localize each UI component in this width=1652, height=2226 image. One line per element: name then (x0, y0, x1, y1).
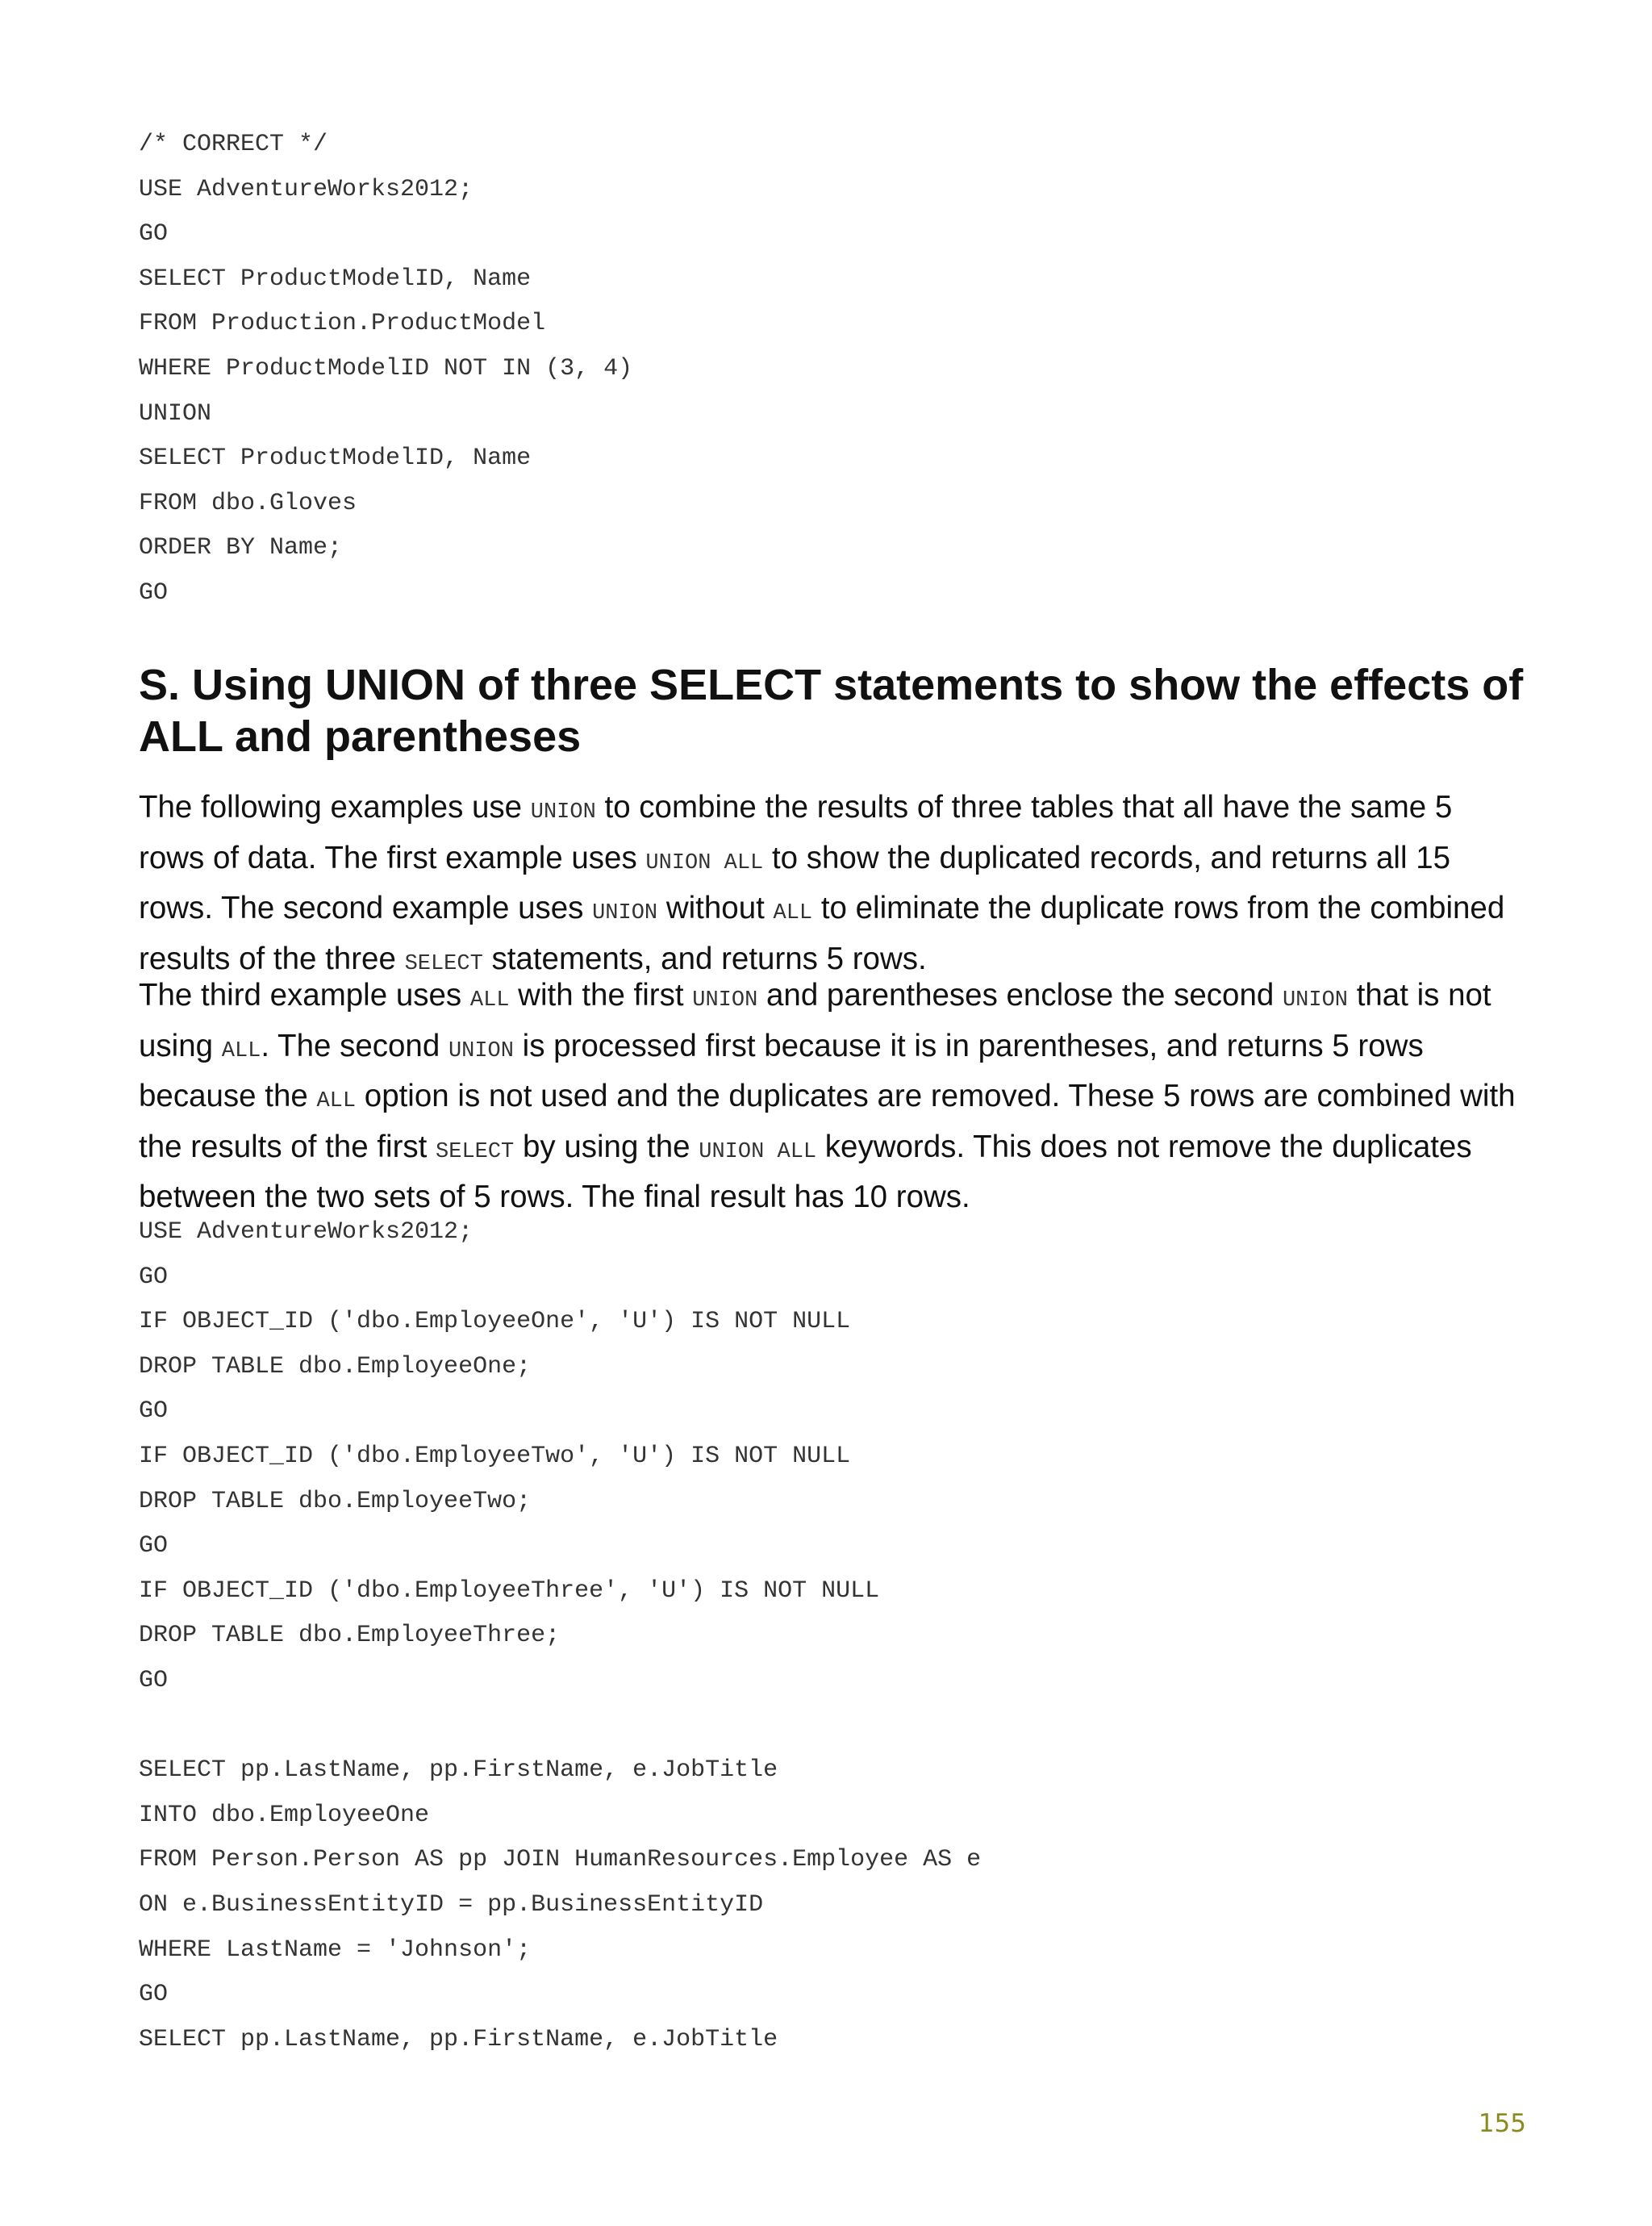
code-line: ON e.BusinessEntityID = pp.BusinessEntityID (139, 1890, 764, 1919)
paragraph-text: by using the (514, 1129, 699, 1164)
inline-code-keyword: UNION ALL (699, 1139, 817, 1164)
paragraph-text: to show the duplicated records, and returns all 15 rows. The second example uses (139, 840, 1451, 925)
code-line: SELECT ProductModelID, Name (139, 445, 532, 473)
code-line: DROP TABLE dbo.EmployeeOne; (139, 1352, 532, 1380)
paragraph-text: and parentheses enclose the second (757, 978, 1283, 1013)
code-line: GO (139, 1263, 169, 1291)
paragraph-text: The following examples use (139, 790, 531, 825)
code-line: INTO dbo.EmployeeOne (139, 1801, 430, 1829)
inline-code-keyword: ALL (773, 901, 813, 925)
document-page (139, 0, 1526, 2226)
paragraph-text: to combine the results of three tables that all have the same 5 rows of data. The first example uses (139, 790, 1453, 875)
code-line: SELECT pp.LastName, pp.FirstName, e.JobTitle (139, 2025, 778, 2053)
code-line: SELECT ProductModelID, Name (139, 265, 532, 293)
paragraph-text: without (657, 891, 774, 925)
code-block-employee-tables (139, 1210, 981, 2062)
code-line: ORDER BY Name; (139, 534, 343, 562)
inline-code-keyword: ALL (221, 1038, 261, 1063)
inline-code-keyword: UNION (1282, 988, 1348, 1013)
paragraph-text: statements, and returns 5 rows. (482, 941, 927, 976)
code-line: IF OBJECT_ID ('dbo.EmployeeOne', 'U') IS NOT NULL (139, 1308, 851, 1336)
code-line: USE AdventureWorks2012; (139, 175, 473, 203)
code-line: GO (139, 220, 169, 248)
paragraph-union-examples (139, 785, 1526, 987)
paragraph-text: with the first (509, 978, 693, 1013)
paragraph-text: . The second (261, 1028, 448, 1063)
code-line: FROM dbo.Gloves (139, 489, 357, 517)
code-line: DROP TABLE dbo.EmployeeTwo; (139, 1487, 532, 1515)
code-line: DROP TABLE dbo.EmployeeThree; (139, 1622, 561, 1650)
code-line: USE AdventureWorks2012; (139, 1218, 473, 1246)
code-line (139, 1704, 981, 1749)
paragraph-text: that is not using (139, 978, 1491, 1063)
code-line: /* CORRECT */ (139, 131, 328, 158)
code-line: GO (139, 578, 169, 607)
paragraph-text: option is not used and the duplicates are removed. These 5 rows are combined with the results of the first (139, 1079, 1516, 1164)
code-line: UNION (139, 399, 212, 428)
code-line: IF OBJECT_ID ('dbo.EmployeeThree', 'U') IS NOT NULL (139, 1577, 880, 1605)
section-heading: S. Using UNION of three SELECT statements to show the effects of ALL and parentheses (139, 661, 1524, 761)
code-line: WHERE ProductModelID NOT IN (3, 4) (139, 354, 633, 382)
code-line: GO (139, 1981, 169, 2009)
inline-code-keyword: SELECT (436, 1139, 515, 1164)
code-line: WHERE LastName = 'Johnson'; (139, 1936, 532, 1964)
paragraph-text: is processed first because it is in parentheses, and returns 5 rows because the (139, 1028, 1424, 1113)
paragraph-text: keywords. This does not remove the duplicates between the two sets of 5 rows. The final result has 10 rows. (139, 1129, 1472, 1214)
inline-code-keyword: UNION (530, 800, 596, 825)
page-number: 155 (1478, 2109, 1526, 2138)
inline-code-keyword: UNION (692, 988, 758, 1013)
inline-code-keyword: UNION ALL (645, 850, 764, 875)
inline-code-keyword: UNION (448, 1038, 514, 1063)
paragraph-text: to eliminate the duplicate rows from the combined results of the three (139, 891, 1505, 976)
code-line: GO (139, 1397, 169, 1426)
code-line: FROM Production.ProductModel (139, 310, 546, 338)
paragraph-text: The third example uses (139, 978, 470, 1013)
code-line: SELECT pp.LastName, pp.FirstName, e.JobTitle (139, 1756, 778, 1785)
inline-code-keyword: ALL (316, 1089, 357, 1113)
code-line: FROM Person.Person AS pp JOIN HumanResources.Employee AS e (139, 1846, 982, 1874)
inline-code-keyword: ALL (469, 988, 510, 1013)
paragraph-third-example (139, 973, 1526, 1220)
code-block-correct-union (139, 123, 632, 616)
code-line: GO (139, 1532, 169, 1560)
inline-code-keyword: UNION (592, 901, 658, 925)
code-line: IF OBJECT_ID ('dbo.EmployeeTwo', 'U') IS NOT NULL (139, 1442, 851, 1470)
inline-code-keyword: SELECT (404, 951, 483, 976)
code-line: GO (139, 1666, 169, 1694)
